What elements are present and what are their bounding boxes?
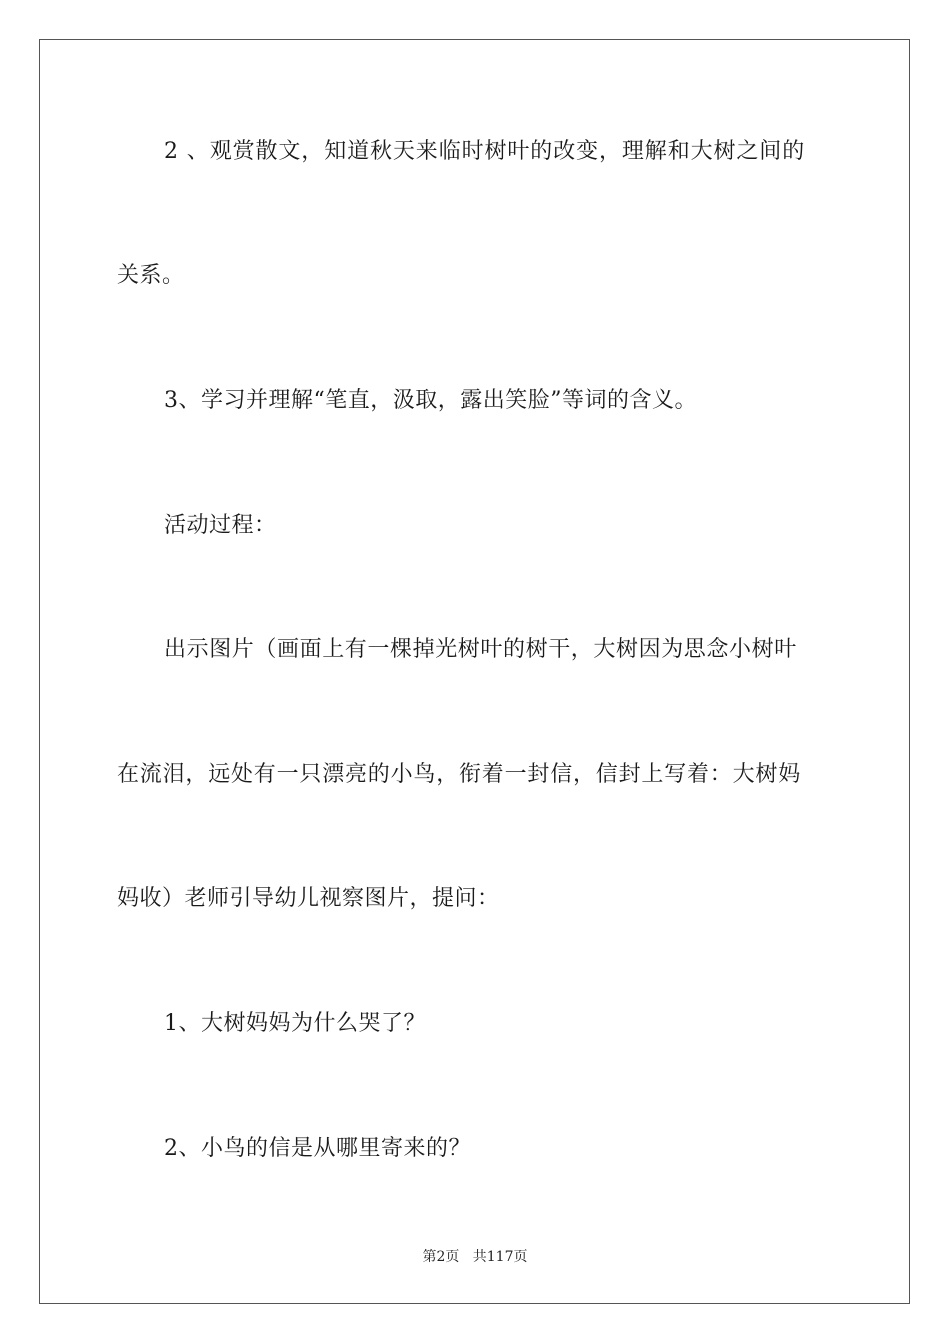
- page-total: 共117页: [472, 1249, 528, 1265]
- paragraph-line-show-picture-continued: 在流泪，远处有一只漂亮的小鸟，衔着一封信，信封上写着：大树妈: [117, 762, 802, 787]
- paragraph-line-show-picture-end: 妈收）老师引导幼儿视察图片，提问：: [117, 886, 500, 911]
- paragraph-line-goal-3: 3、学习并理解“笔直，汲取，露出笑脸”等词的含义。: [164, 388, 697, 413]
- page-number: 第2页: [422, 1249, 460, 1265]
- paragraph-line-goal-2-continued: 关系。: [117, 263, 185, 288]
- page-border: [39, 39, 910, 1304]
- paragraph-line-show-picture: 出示图片（画面上有一棵掉光树叶的树干，大树因为思念小树叶: [164, 637, 797, 662]
- paragraph-line-goal-2: 2 、观赏散文，知道秋天来临时树叶的改变，理解和大树之间的: [164, 139, 806, 164]
- question-2: 2、小鸟的信是从哪里寄来的？: [164, 1136, 471, 1161]
- section-heading-activity-process: 活动过程：: [164, 513, 277, 538]
- page-footer: [0, 1248, 950, 1266]
- question-1: 1、大树妈妈为什么哭了？: [164, 1011, 426, 1036]
